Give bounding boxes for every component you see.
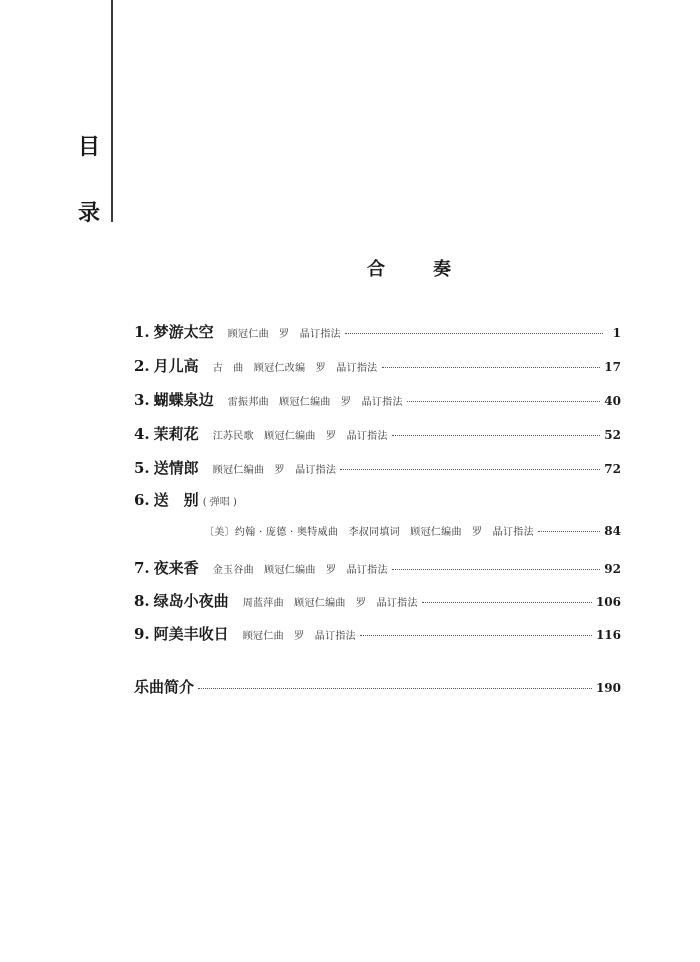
entry-number: 5. [134, 459, 150, 477]
entry-credit: 江苏民歌 顾冠仁编曲 罗 晶订指法 [212, 431, 388, 442]
entry-title: 绿岛小夜曲 [153, 592, 229, 610]
entry-credit: 顾冠仁编曲 罗 晶订指法 [212, 465, 337, 476]
entry-page: 116 [595, 628, 621, 642]
entry-title: 蝴蝶泉边 [153, 391, 214, 409]
dot-leader [407, 400, 601, 402]
entry-number: 4. [134, 425, 150, 443]
entry-page: 17 [604, 360, 621, 374]
entry-number: 1. [134, 323, 150, 341]
entry-page: 1 [612, 326, 621, 340]
entry-page: 106 [595, 595, 621, 609]
dot-leader [345, 332, 603, 334]
entry-page: 92 [604, 562, 621, 576]
entry-number: 6. [134, 491, 150, 509]
dot-leader [382, 366, 601, 368]
entry-title: 送情郎 [153, 459, 199, 477]
dot-leader [422, 601, 592, 603]
entry-credit: 顾冠仁曲 罗 晶订指法 [242, 631, 356, 642]
toc-entry[interactable] [134, 423, 621, 445]
entry-page: 72 [604, 462, 621, 476]
entry-credit: 周蓝萍曲 顾冠仁编曲 罗 晶订指法 [242, 598, 418, 609]
toc-entry[interactable] [134, 623, 621, 645]
intro-title: 乐曲简介 [134, 678, 195, 696]
entry-title: 阿美丰收日 [153, 625, 229, 643]
toc-entry[interactable] [134, 557, 621, 579]
entry-page: 84 [604, 524, 621, 538]
side-heading-char-2: 录 [77, 201, 100, 226]
entry-title: 月儿高 [153, 357, 199, 375]
toc-entry[interactable] [134, 489, 621, 511]
entry-title: 夜来香 [153, 559, 199, 577]
dot-leader [360, 634, 592, 636]
side-divider-line [111, 0, 113, 222]
toc-entry[interactable] [134, 355, 621, 377]
toc-entry[interactable] [134, 457, 621, 479]
side-heading-char-1: 目 [77, 135, 100, 160]
entry-number: 7. [134, 559, 150, 577]
entry-credit: 金玉谷曲 顾冠仁编曲 罗 晶订指法 [212, 565, 388, 576]
entry-note: ( 弹唱 ) [202, 497, 237, 508]
entry-page: 52 [604, 428, 621, 442]
entry-credit: 雷振邦曲 顾冠仁编曲 罗 晶订指法 [227, 397, 403, 408]
entry-title: 茉莉花 [153, 425, 199, 443]
dot-leader [392, 568, 601, 570]
toc-entry-intro[interactable] [134, 676, 621, 698]
toc-entry[interactable] [134, 590, 621, 612]
section-title-char-2: 奏 [433, 259, 451, 280]
dot-leader [538, 530, 600, 532]
toc-entry-continuation[interactable] [204, 523, 621, 545]
entry-credit: 古 曲 顾冠仁改编 罗 晶订指法 [212, 363, 378, 374]
entry-number: 3. [134, 391, 150, 409]
entry-number: 9. [134, 625, 150, 643]
toc-entry[interactable] [134, 389, 621, 411]
intro-page: 190 [595, 681, 621, 695]
section-title-char-1: 合 [367, 259, 385, 280]
entry-title: 梦游太空 [153, 323, 214, 341]
entry-number: 8. [134, 592, 150, 610]
toc-entry[interactable] [134, 321, 621, 343]
section-title [0, 258, 700, 282]
dot-leader [198, 687, 592, 689]
dot-leader [340, 468, 600, 470]
entry-credit: 〔美〕约翰 · 庞德 · 奥特威曲 李叔同填词 顾冠仁编曲 罗 晶订指法 [204, 527, 534, 538]
entry-number: 2. [134, 357, 150, 375]
entry-title: 送 别 [153, 491, 199, 509]
entry-credit: 顾冠仁曲 罗 晶订指法 [227, 329, 341, 340]
entry-page: 40 [604, 394, 621, 408]
dot-leader [392, 434, 601, 436]
